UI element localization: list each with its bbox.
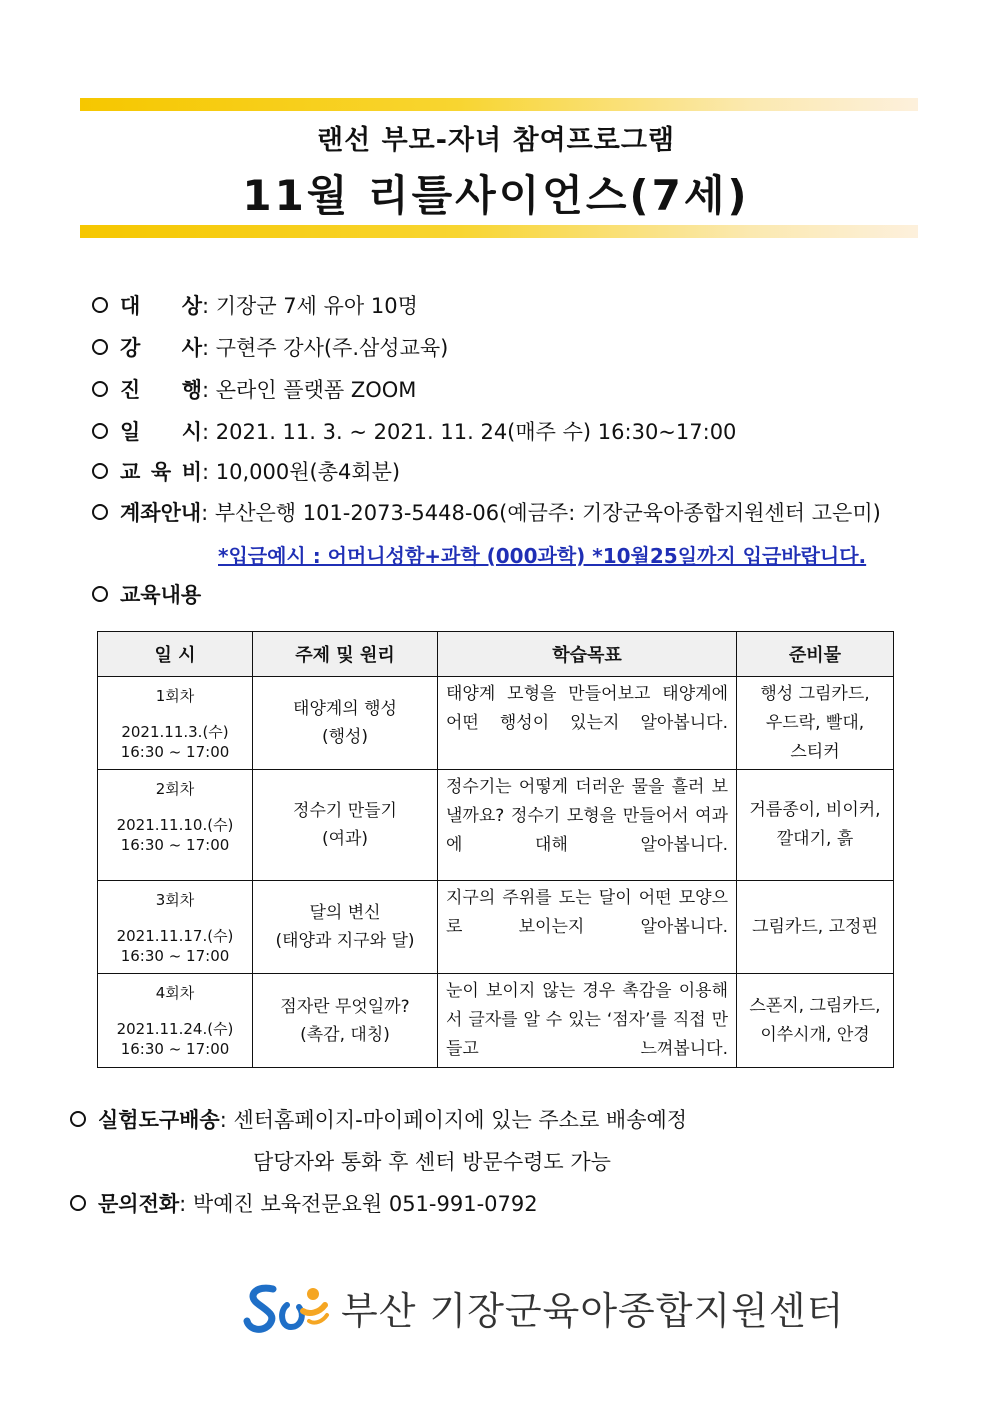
materials-cell [737, 881, 894, 974]
session-time: 16:30 ~ 17:00 [120, 743, 230, 761]
contact-info [70, 1190, 538, 1218]
session-date: 2021.11.24.(수) [116, 1020, 234, 1038]
info-schedule [92, 418, 736, 446]
topic-title: 점자란 무엇일까? [280, 996, 410, 1017]
topic-title: 태양계의 행성 [293, 699, 397, 719]
session-cell [98, 881, 253, 974]
info-value: : 기장군 7세 유아 10명 [202, 294, 418, 318]
header-goal: 학습목표 [438, 632, 737, 677]
topic-principle: (여과) [321, 829, 369, 849]
session-cell [98, 974, 253, 1068]
bullet-icon [70, 1195, 86, 1211]
info-label: 교 육 비 [120, 460, 202, 484]
table-header-row [98, 632, 894, 677]
goal-text: 태양계 모형을 만들어보고 태양계에 어떤 행성이 있는지 알아봅니다. [446, 684, 728, 733]
topic-cell [253, 974, 438, 1068]
bullet-icon [92, 381, 108, 397]
center-logo-text: 부산 기장군육아종합지원센터 [341, 1289, 845, 1333]
bullet-icon [70, 1111, 86, 1127]
info-value: : 구현주 강사(주.삼성교육) [202, 336, 449, 360]
session-time: 16:30 ~ 17:00 [120, 947, 230, 965]
contact-value: : 박예진 보육전문요원 051-991-0792 [179, 1192, 538, 1216]
bullet-icon [92, 504, 108, 520]
header-bottom-bar [80, 225, 918, 238]
materials-line: 스폰지, 그림카드, [749, 995, 881, 1016]
bullet-icon [92, 297, 108, 313]
delivery-line2: 담당자와 통화 후 센터 방문수령도 가능 [253, 1150, 611, 1174]
info-method [92, 376, 416, 404]
info-label: 대 상 [120, 294, 202, 318]
topic-principle: (태양과 지구와 달) [275, 931, 415, 951]
info-target [92, 292, 418, 320]
table-row [98, 881, 894, 974]
materials-line: 깔대기, 흙 [776, 829, 854, 849]
bullet-icon [92, 339, 108, 355]
info-fee [92, 458, 400, 486]
table-row [98, 770, 894, 881]
header-materials: 준비물 [737, 632, 894, 677]
contact-label: 문의전화 [98, 1192, 180, 1216]
topic-cell [253, 770, 438, 881]
table-row [98, 677, 894, 770]
info-value: : 10,000원(총4회분) [202, 460, 401, 484]
topic-principle: (행성) [321, 727, 369, 747]
topic-cell [253, 677, 438, 770]
info-value: : 2021. 11. 3. ~ 2021. 11. 24(매주 수) 16:30~17:00 [202, 420, 737, 444]
goal-text: 지구의 주위를 도는 달이 어떤 모양으로 보이는지 알아봅니다. [446, 888, 728, 937]
materials-cell [737, 770, 894, 881]
table-row [98, 974, 894, 1068]
topic-title: 정수기 만들기 [293, 801, 397, 821]
bullet-icon [92, 586, 108, 602]
delivery-label: 실험도구배송 [98, 1108, 220, 1132]
bullet-icon [92, 423, 108, 439]
goal-cell [438, 881, 737, 974]
session-number: 1회차 [155, 687, 195, 705]
delivery-info [70, 1106, 687, 1134]
materials-line: 우드락, 빨대, [765, 712, 865, 733]
materials-cell [737, 974, 894, 1068]
page-title: 11월 리틀사이언스(7세) [242, 171, 750, 220]
materials-line: 스티커 [790, 741, 840, 762]
goal-cell [438, 677, 737, 770]
info-label: 진 행 [120, 378, 202, 402]
session-date: 2021.11.10.(수) [116, 816, 234, 834]
header-top-bar [80, 98, 918, 111]
topic-principle: (촉감, 대칭) [300, 1024, 390, 1045]
topic-cell [253, 881, 438, 974]
info-value: : 부산은행 101-2073-5448-06(예금주: 기장군육아종합지원센터 고은미) [201, 501, 881, 525]
bullet-icon [92, 463, 108, 479]
session-date: 2021.11.17.(수) [116, 927, 234, 945]
session-time: 16:30 ~ 17:00 [120, 836, 230, 854]
content-heading [92, 581, 201, 609]
info-value: : 온라인 플랫폼 ZOOM [202, 378, 417, 402]
materials-line: 이쑤시개, 안경 [760, 1024, 870, 1045]
info-label: 일 시 [120, 420, 202, 444]
materials-line: 그림카드, 고정핀 [752, 916, 878, 937]
session-number: 4회차 [155, 984, 195, 1002]
delivery-value: : 센터홈페이지-마이페이지에 있는 주소로 배송예정 [219, 1108, 688, 1132]
center-logo [243, 1280, 844, 1335]
session-cell [98, 770, 253, 881]
info-label: 강 사 [120, 336, 202, 360]
goal-text: 눈이 보이지 않는 경우 촉감을 이용해서 글자를 알 수 있는 ‘점자’를 직접 만들고 느껴봅니다. [446, 981, 728, 1059]
session-time: 16:30 ~ 17:00 [120, 1040, 230, 1058]
center-logo-icon [243, 1281, 331, 1335]
goal-text: 정수기는 어떻게 더러운 물을 흘러 보낼까요? 정수기 모형을 만들어서 여과에 대해 알아봅니다. [446, 777, 728, 855]
header-topic: 주제 및 원리 [253, 632, 438, 677]
materials-line: 행성 그림카드, [760, 683, 870, 704]
info-account [92, 499, 881, 527]
session-number: 2회차 [155, 780, 195, 798]
content-label: 교육내용 [120, 583, 202, 607]
schedule-table [97, 631, 894, 1068]
info-label: 계좌안내 [120, 501, 202, 525]
deposit-notice: *입금예시 : 어머니성함+과학 (000과학) *10월25일까지 입금바랍니다. [218, 544, 867, 568]
info-instructor [92, 334, 448, 362]
goal-cell [438, 770, 737, 881]
goal-cell [438, 974, 737, 1068]
session-number: 3회차 [155, 891, 195, 909]
page-subtitle: 랜선 부모-자녀 참여프로그램 [317, 125, 675, 156]
header-date: 일 시 [98, 632, 253, 677]
session-cell [98, 677, 253, 770]
materials-line: 거름종이, 비이커, [749, 800, 881, 820]
materials-cell [737, 677, 894, 770]
topic-title: 달의 변신 [309, 903, 381, 923]
session-date: 2021.11.3.(수) [121, 723, 229, 741]
